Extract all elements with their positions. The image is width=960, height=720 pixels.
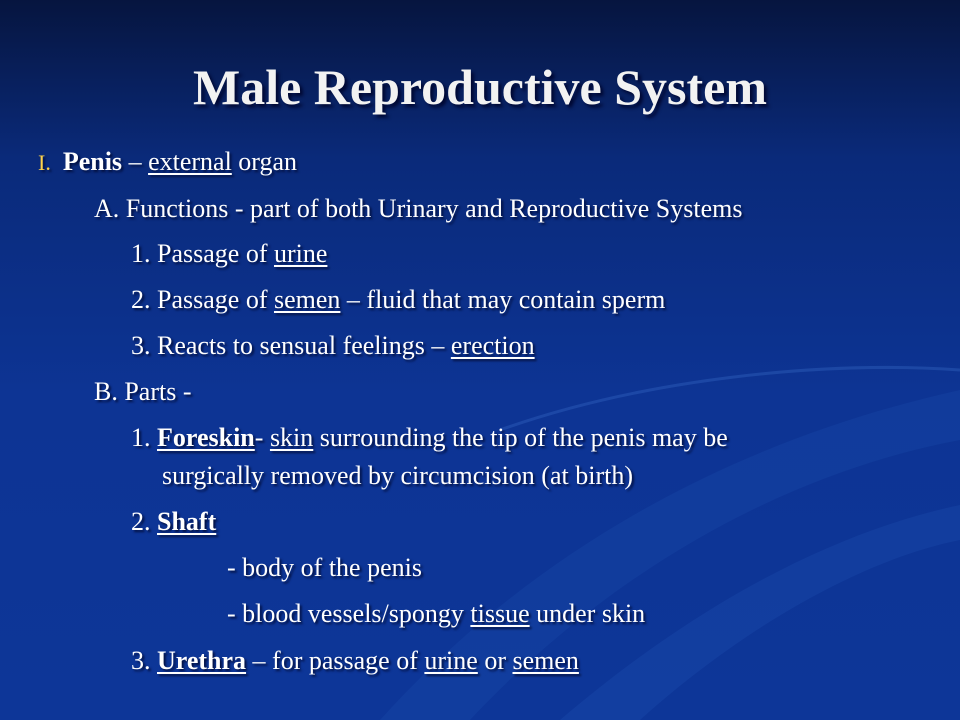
term-shaft: Shaft: [157, 507, 217, 536]
text-rest: organ: [231, 147, 298, 176]
text-pre: 1. Passage of: [131, 239, 274, 268]
outline-item-passage-urine: [131, 238, 327, 270]
term-foreskin: Foreskin: [157, 423, 255, 452]
item-number: 2.: [131, 507, 157, 536]
term-penis: Penis: [62, 147, 123, 176]
key-word-urine: urine: [424, 646, 478, 675]
outline-item-parts: B. Parts -: [94, 377, 192, 406]
key-word-external: external: [148, 147, 232, 176]
outline-item-foreskin-continued: surgically removed by circumcision (at birth): [162, 461, 633, 490]
text-or: or: [477, 646, 513, 675]
term-urethra: Urethra: [157, 646, 247, 675]
outline-item-shaft-body: - body of the penis: [227, 553, 422, 582]
text-pre: 2. Passage of: [131, 285, 274, 314]
key-word-erection: erection: [450, 331, 535, 360]
key-word-skin: skin: [269, 423, 314, 452]
text-pre: 3. Reacts to sensual feelings –: [131, 331, 451, 360]
key-word-urine: urine: [273, 239, 328, 268]
roman-numeral-bullet: I.: [38, 150, 51, 175]
text-pre: - blood vessels/spongy: [227, 599, 471, 628]
outline-item-erection: [131, 330, 535, 362]
text-rest: under skin: [529, 599, 646, 628]
text-mid: – for passage of: [246, 646, 425, 675]
key-word-semen: semen: [512, 646, 579, 675]
text-rest: surrounding the tip of the penis may be: [313, 423, 728, 452]
item-number: 3.: [131, 646, 157, 675]
outline-item-functions: A. Functions - part of both Urinary and Reproductive Systems: [94, 194, 743, 223]
outline-item-foreskin: [131, 422, 728, 454]
outline-item-penis: [38, 146, 297, 179]
outline-item-urethra: [131, 645, 579, 677]
key-word-semen: semen: [273, 285, 341, 314]
outline-item-shaft-tissue: [227, 598, 645, 630]
item-number: 1.: [131, 423, 157, 452]
slide-title: Male Reproductive System: [193, 59, 767, 115]
separator: -: [254, 423, 270, 452]
separator: –: [122, 147, 149, 176]
outline-item-passage-semen: [131, 284, 665, 316]
key-word-tissue: tissue: [470, 599, 530, 628]
outline-item-shaft: [131, 506, 216, 538]
text-rest: – fluid that may contain sperm: [340, 285, 666, 314]
